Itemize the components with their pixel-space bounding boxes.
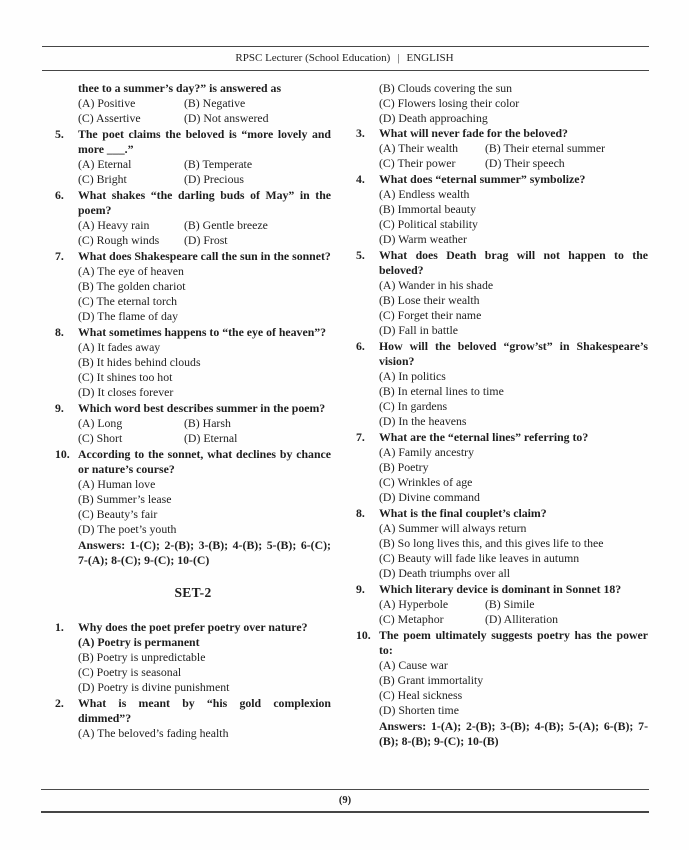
question-body [379, 126, 648, 171]
option-item: (B) The golden chariot [78, 279, 186, 293]
option-item: (B) Summer’s lease [78, 492, 172, 506]
option-item: (D) Warm weather [379, 232, 467, 246]
option-item: (A) Human love [78, 477, 156, 491]
question-number: 5. [356, 248, 365, 262]
options-list [78, 635, 331, 695]
header-title: RPSC Lecturer (School Education) [235, 52, 391, 64]
option-item: (C) Metaphor [379, 612, 444, 626]
option-item: (D) It closes forever [78, 385, 174, 399]
options-list [379, 278, 648, 338]
options-list [379, 445, 648, 505]
question-text: According to the sonnet, what declines by chance or nature’s course? [78, 447, 331, 476]
option-item: (C) Rough winds [78, 233, 160, 247]
question-item [356, 339, 648, 429]
options-grid [78, 218, 331, 248]
question-item [55, 696, 331, 741]
option-item: (C) Flowers losing their color [379, 96, 520, 110]
question-number: 7. [55, 249, 64, 263]
options-list [78, 726, 331, 741]
option-item: (C) Short [78, 431, 123, 445]
question-body [78, 696, 331, 741]
option-item: (D) Divine command [379, 490, 480, 504]
question-item [55, 325, 331, 400]
page-footer [41, 789, 649, 813]
option-item: (A) It fades away [78, 340, 161, 354]
options-grid [379, 597, 648, 627]
question-text: What does Death brag will not happen to the beloved? [379, 248, 648, 277]
question-text: What shakes “the darling buds of May” in the poem? [78, 188, 331, 217]
option-item: (D) Their speech [485, 156, 565, 170]
option-item: (A) Their wealth [379, 141, 459, 155]
option-item: (D) Death approaching [379, 111, 488, 125]
question-number: 2. [55, 696, 64, 710]
option-item: (D) Not answered [184, 111, 269, 125]
option-item: (A) Endless wealth [379, 187, 470, 201]
question-text: The poet claims the beloved is “more lovely and more ___.” [78, 127, 331, 156]
option-item: (C) Beauty’s fair [78, 507, 158, 521]
option-item: (D) Death triumphs over all [379, 566, 511, 580]
answer-key: Answers: 1-(C); 2-(B); 3-(B); 4-(B); 5-(B); 6-(C); 7-(A); 8-(C); 9-(C); 10-(C) [78, 538, 331, 567]
option-item: (B) Grant immortality [379, 673, 484, 687]
question-text: What is the final couplet’s claim? [379, 506, 547, 520]
option-item: (A) Eternal [78, 157, 132, 171]
column-gap [331, 81, 356, 750]
question-body [78, 127, 331, 187]
option-item: (C) Forget their name [379, 308, 482, 322]
question-text: thee to a summer’s day?” is answered as [78, 81, 282, 95]
question-item [356, 582, 648, 627]
option-item: (C) Political stability [379, 217, 478, 231]
question-body [78, 401, 331, 446]
option-item: (D) Frost [184, 233, 228, 247]
question-text: What does Shakespeare call the sun in the sonnet? [78, 249, 331, 263]
question-number: 7. [356, 430, 365, 444]
header-bottom-rule [42, 70, 649, 71]
question-body [379, 506, 648, 581]
option-item: (D) Poetry is divine punishment [78, 680, 230, 694]
question-number: 9. [356, 582, 365, 596]
option-item: (C) Bright [78, 172, 127, 186]
option-item: (C) Wrinkles of age [379, 475, 473, 489]
question-item [356, 172, 648, 247]
question-number: 1. [55, 620, 64, 634]
page-number: (9) [338, 795, 352, 806]
option-item: (B) Lose their wealth [379, 293, 480, 307]
question-number: 10. [356, 628, 371, 642]
question-body [379, 628, 648, 718]
options-grid [78, 416, 331, 446]
question-body [379, 430, 648, 505]
answer-key: Answers: 1-(A); 2-(B); 3-(B); 4-(B); 5-(A); 6-(B); 7-(B); 8-(B); 9-(C); 10-(B) [379, 719, 648, 748]
question-item [55, 81, 331, 126]
question-number: 6. [55, 188, 64, 202]
option-item: (B) Negative [184, 96, 246, 110]
option-item: (D) Alliteration [485, 612, 559, 626]
header-subject: ENGLISH [406, 52, 454, 64]
option-item: (B) Simile [485, 597, 535, 611]
option-item: (A) Positive [78, 96, 136, 110]
option-item: (B) It hides behind clouds [78, 355, 201, 369]
options-list [78, 340, 331, 400]
options-grid [78, 157, 331, 187]
question-item [356, 506, 648, 581]
left-column [55, 81, 331, 750]
option-item: (C) It shines too hot [78, 370, 173, 384]
question-body [78, 81, 331, 126]
question-body [78, 325, 331, 400]
option-item: (C) The eternal torch [78, 294, 178, 308]
option-item: (A) Poetry is permanent [78, 635, 200, 649]
question-body [78, 447, 331, 537]
option-item: (C) Heal sickness [379, 688, 463, 702]
option-item: (D) The poet’s youth [78, 522, 177, 536]
question-text: The poem ultimately suggests poetry has the power to: [379, 628, 648, 657]
question-text: Which literary device is dominant in Sonnet 18? [379, 582, 622, 596]
question-body [379, 248, 648, 338]
option-item: (D) Eternal [184, 431, 238, 445]
option-item: (A) Family ancestry [379, 445, 475, 459]
option-item: (D) Fall in battle [379, 323, 458, 337]
options-list [78, 477, 331, 537]
question-text: Which word best describes summer in the poem? [78, 401, 326, 415]
question-number: 6. [356, 339, 365, 353]
option-item: (B) Clouds covering the sun [379, 81, 513, 95]
question-item [356, 430, 648, 505]
question-item [55, 401, 331, 446]
options-grid [78, 96, 331, 126]
option-item: (A) In politics [379, 369, 446, 383]
question-item [55, 249, 331, 324]
option-item: (A) Hyperbole [379, 597, 449, 611]
question-number: 8. [55, 325, 64, 339]
question-text: What sometimes happens to “the eye of heaven”? [78, 325, 327, 339]
option-item: (C) In gardens [379, 399, 448, 413]
options-list [379, 521, 648, 581]
question-text: What is meant by “his gold complexion dimmed”? [78, 696, 331, 725]
option-item: (B) Poetry [379, 460, 429, 474]
right-column [356, 81, 648, 750]
question-body [379, 582, 648, 627]
option-item: (D) Precious [184, 172, 244, 186]
option-item: (C) Their power [379, 156, 456, 170]
option-item: (A) The beloved’s fading health [78, 726, 229, 740]
option-item: (B) Poetry is unpredictable [78, 650, 206, 664]
question-item [55, 620, 331, 695]
question-item [356, 126, 648, 171]
question-number: 9. [55, 401, 64, 415]
option-item: (D) In the heavens [379, 414, 467, 428]
options-list [379, 81, 648, 126]
options-list [379, 658, 648, 718]
option-item: (D) Shorten time [379, 703, 459, 717]
question-number: 4. [356, 172, 365, 186]
option-item: (A) Heavy rain [78, 218, 150, 232]
option-item: (A) Cause war [379, 658, 448, 672]
question-text: What are the “eternal lines” referring to? [379, 430, 589, 444]
options-list [379, 187, 648, 247]
options-grid [379, 141, 648, 171]
question-item [356, 248, 648, 338]
question-body [78, 620, 331, 695]
question-text: What will never fade for the beloved? [379, 126, 568, 140]
page-content [55, 81, 648, 750]
option-item: (B) Gentle breeze [184, 218, 268, 232]
question-item [55, 447, 331, 537]
option-item: (C) Beauty will fade like leaves in autumn [379, 551, 580, 565]
option-item: (A) The eye of heaven [78, 264, 184, 278]
question-text: How will the beloved “grow’st” in Shakespeare’s vision? [379, 339, 648, 368]
question-item [356, 628, 648, 718]
question-body [379, 172, 648, 247]
question-body [379, 339, 648, 429]
option-item: (B) Harsh [184, 416, 231, 430]
option-item: (B) So long lives this, and this gives life to thee [379, 536, 604, 550]
option-item: (D) The flame of day [78, 309, 179, 323]
question-body [78, 188, 331, 248]
question-number: 3. [356, 126, 365, 140]
option-item: (B) In eternal lines to time [379, 384, 504, 398]
question-number: 10. [55, 447, 70, 461]
option-item: (C) Poetry is seasonal [78, 665, 182, 679]
options-list [78, 264, 331, 324]
option-item: (B) Their eternal summer [485, 141, 606, 155]
option-item: (A) Summer will always return [379, 521, 527, 535]
question-item [55, 188, 331, 248]
question-text: Why does the poet prefer poetry over nature? [78, 620, 308, 634]
option-item: (A) Wander in his shade [379, 278, 494, 292]
set-heading: SET-2 [174, 585, 212, 600]
header-separator: | [397, 52, 400, 64]
question-item [55, 127, 331, 187]
options-list [379, 369, 648, 429]
question-text: What does “eternal summer” symbolize? [379, 172, 586, 186]
option-item: (C) Assertive [78, 111, 141, 125]
option-item: (A) Long [78, 416, 123, 430]
question-body [78, 249, 331, 324]
question-number: 5. [55, 127, 64, 141]
page-header [0, 47, 689, 70]
option-item: (B) Temperate [184, 157, 253, 171]
footer-bottom-rule [41, 811, 649, 813]
option-item: (B) Immortal beauty [379, 202, 476, 216]
question-number: 8. [356, 506, 365, 520]
